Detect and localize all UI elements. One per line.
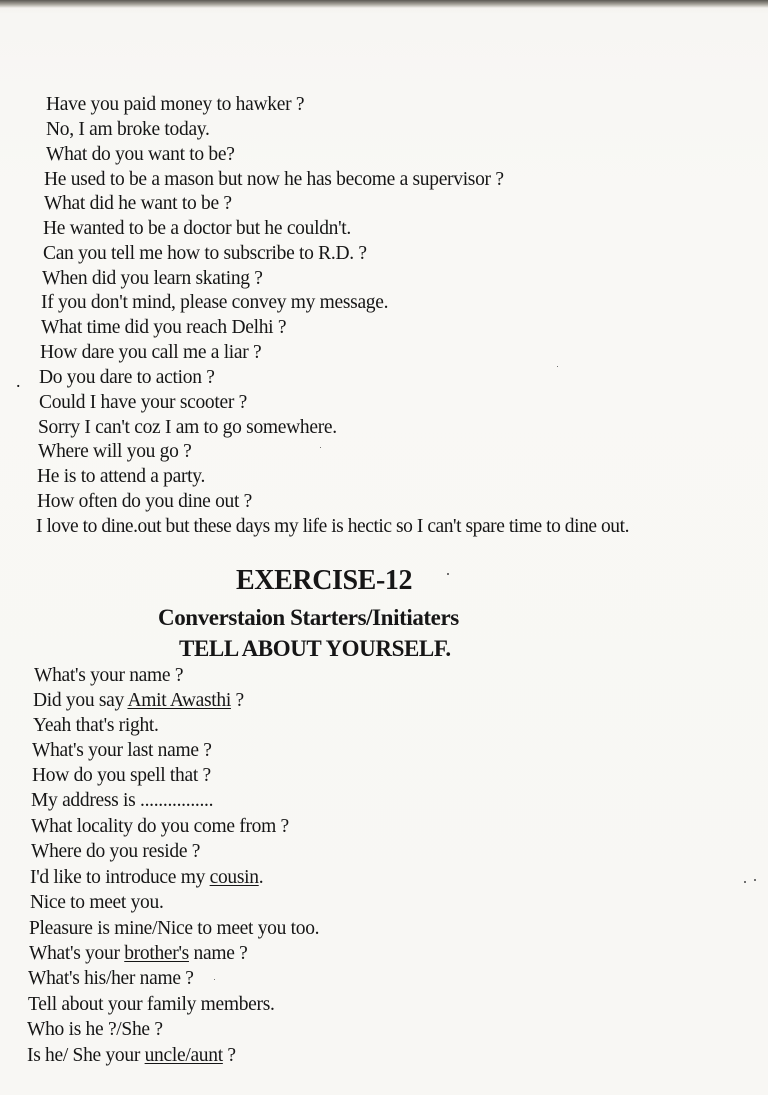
bullet-mark: .: [16, 371, 21, 391]
dialogue-line: No, I am broke today.: [46, 119, 210, 140]
line-text: Is he/ She your: [27, 1045, 145, 1066]
exercise-line: Pleasure is mine/Nice to meet you too.: [29, 918, 320, 939]
exercise-line: What locality do you come from ?: [31, 816, 289, 837]
exercise-line: What's your name ?: [34, 665, 184, 686]
exercise-line: [30, 867, 263, 889]
line-text: name ?: [188, 943, 248, 964]
scan-speck: [557, 366, 558, 367]
dialogue-line: Can you tell me how to subscribe to R.D. ?: [43, 243, 367, 264]
dialogue-line: He used to be a mason but now he has become a supervisor ?: [44, 169, 504, 190]
exercise-line: Tell about your family members.: [28, 994, 275, 1015]
dialogue-line: I love to dine.out but these days my life is hectic so I can't spare time to dine out.: [36, 516, 629, 537]
exercise-line: What's his/her name ?: [28, 968, 194, 989]
dialogue-line: What do you want to be?: [46, 144, 235, 165]
scan-speck: [744, 881, 746, 883]
dialogue-line: Sorry I can't coz I am to go somewhere.: [38, 417, 337, 438]
exercise-line: What's your last name ?: [32, 740, 212, 761]
exercise-line: [29, 943, 248, 965]
exercise-line: Nice to meet you.: [30, 892, 164, 913]
scan-speck: [447, 573, 449, 575]
exercise-line: Yeah that's right.: [33, 715, 159, 736]
scan-speck: [754, 879, 756, 881]
exercise-title: EXERCISE-12: [236, 565, 413, 596]
dialogue-line: Have you paid money to hawker ?: [46, 94, 305, 115]
dialogue-line: When did you learn skating ?: [42, 268, 263, 289]
exercise-line: My address is ................: [31, 790, 214, 811]
underlined-word: brother's: [124, 943, 189, 964]
scan-speck: [320, 447, 321, 448]
line-text: I'd like to introduce my: [30, 867, 210, 888]
exercise-line: How do you spell that ?: [32, 765, 211, 786]
dialogue-line: He wanted to be a doctor but he couldn't.: [43, 218, 351, 239]
scan-speck: [214, 979, 215, 980]
dialogue-line: He is to attend a party.: [37, 466, 206, 487]
line-text: ?: [230, 690, 244, 711]
exercise-line: Who is he ?/She ?: [27, 1019, 163, 1040]
line-text: ?: [222, 1045, 236, 1066]
exercise-topic: TELL ABOUT YOURSELF.: [179, 636, 451, 661]
dialogue-line: How often do you dine out ?: [37, 491, 253, 512]
dialogue-line: Could I have your scooter ?: [39, 392, 247, 413]
dialogue-line: What time did you reach Delhi ?: [41, 317, 287, 338]
dialogue-line: Do you dare to action ?: [39, 367, 215, 388]
dialogue-line: Where will you go ?: [38, 441, 192, 462]
underlined-word: uncle/aunt: [144, 1045, 223, 1066]
underlined-word: Amit Awasthi: [127, 690, 231, 711]
line-text: Did you say: [33, 690, 128, 711]
line-text: .: [258, 867, 264, 888]
exercise-subtitle: Converstaion Starters/Initiaters: [158, 605, 459, 630]
exercise-line: [33, 690, 244, 712]
dialogue-line: What did he want to be ?: [44, 193, 232, 214]
exercise-line: Where do you reside ?: [31, 841, 201, 862]
dialogue-line: How dare you call me a liar ?: [40, 342, 262, 363]
dialogue-line: If you don't mind, please convey my message.: [41, 292, 389, 313]
underlined-word: cousin: [209, 867, 259, 888]
line-text: What's your: [29, 943, 125, 964]
exercise-line: [27, 1045, 236, 1067]
